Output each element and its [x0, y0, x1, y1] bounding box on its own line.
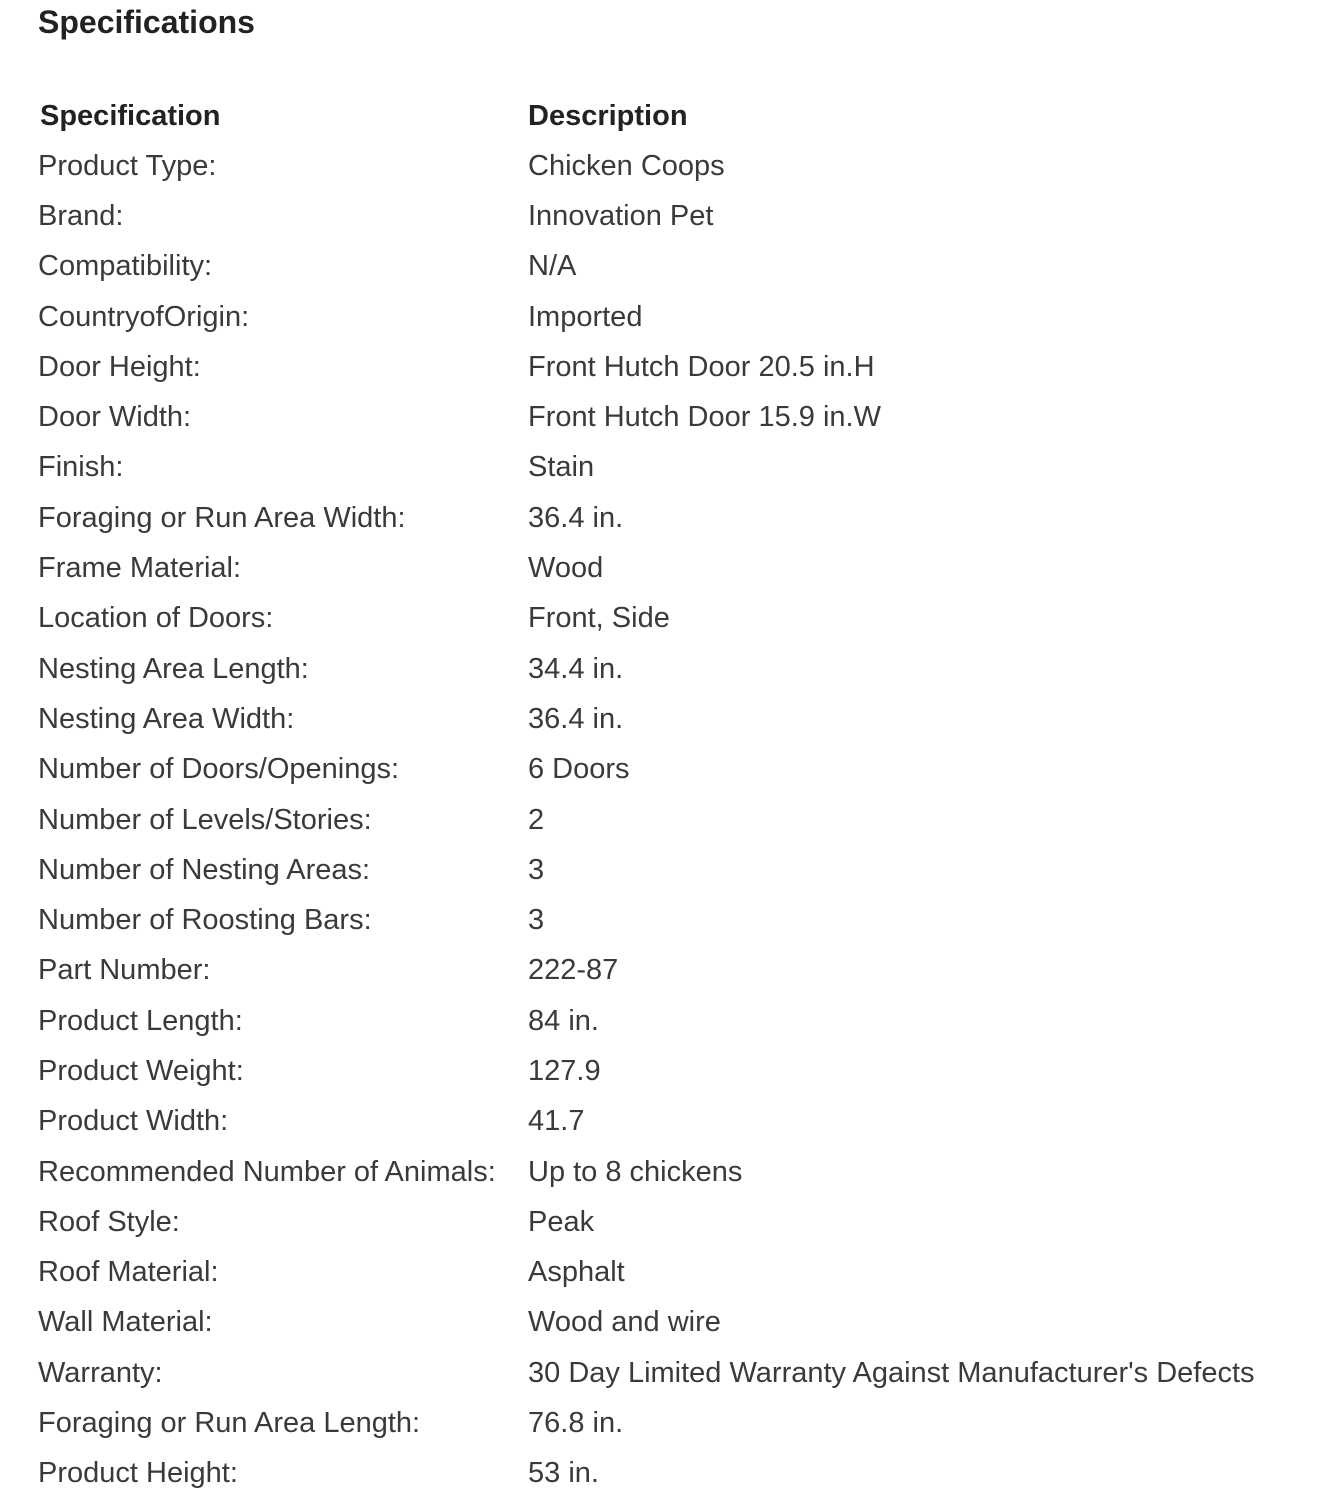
spec-value: Innovation Pet [528, 199, 714, 232]
table-row [38, 392, 1255, 442]
spec-label: Number of Doors/Openings: [38, 753, 400, 786]
spec-label: Roof Material: [38, 1256, 219, 1289]
table-row [38, 946, 1255, 996]
spec-label: Door Height: [38, 350, 201, 383]
column-header-specification: Specification [40, 99, 221, 132]
spec-value: Wood [528, 552, 604, 585]
spec-label: Number of Levels/Stories: [38, 803, 372, 836]
table-row [38, 1248, 1255, 1298]
spec-value: 76.8 in. [528, 1407, 624, 1440]
table-row [38, 1197, 1255, 1247]
spec-value: Stain [528, 451, 595, 484]
spec-label: CountryofOrigin: [38, 300, 250, 333]
table-row [38, 141, 1255, 191]
spec-label: Nesting Area Width: [38, 702, 295, 735]
spec-label: Nesting Area Length: [38, 652, 309, 685]
table-row [38, 1046, 1255, 1096]
table-row [38, 292, 1255, 342]
spec-value: 36.4 in. [528, 501, 624, 534]
table-row [38, 242, 1255, 292]
spec-value: Front, Side [528, 602, 670, 635]
spec-value: Wood and wire [528, 1306, 721, 1339]
spec-value: 222-87 [528, 954, 619, 987]
table-row [38, 443, 1255, 493]
spec-label: Product Length: [38, 1004, 243, 1037]
page-title: Specifications [38, 4, 255, 40]
spec-value: 36.4 in. [528, 702, 624, 735]
table-body [38, 141, 1255, 1499]
table-row [38, 493, 1255, 543]
table-row [38, 795, 1255, 845]
spec-value: Peak [528, 1205, 595, 1238]
spec-value: N/A [528, 250, 577, 283]
spec-label: Brand: [38, 199, 124, 232]
spec-value: Front Hutch Door 20.5 in.H [528, 350, 875, 383]
table-row [38, 1398, 1255, 1448]
table-row [38, 644, 1255, 694]
spec-label: Number of Nesting Areas: [38, 853, 371, 886]
spec-value: Asphalt [528, 1256, 625, 1289]
spec-value: Imported [528, 300, 643, 333]
spec-label: Location of Doors: [38, 602, 274, 635]
table-row [38, 694, 1255, 744]
table-row [38, 1147, 1255, 1197]
spec-value: 34.4 in. [528, 652, 624, 685]
spec-value: 3 [528, 904, 545, 937]
table-row [38, 342, 1255, 392]
spec-label: Finish: [38, 451, 124, 484]
spec-value: 3 [528, 853, 545, 886]
table-row [38, 1298, 1255, 1348]
spec-value: 30 Day Limited Warranty Against Manufacturer's Defects [528, 1356, 1255, 1389]
spec-label: Recommended Number of Animals: [38, 1155, 496, 1188]
spec-label: Warranty: [38, 1356, 163, 1389]
spec-label: Frame Material: [38, 552, 242, 585]
spec-label: Foraging or Run Area Length: [38, 1407, 421, 1440]
table-row [38, 594, 1255, 644]
spec-label: Roof Style: [38, 1205, 180, 1238]
spec-value: Chicken Coops [528, 149, 725, 182]
table-row [38, 996, 1255, 1046]
spec-label: Wall Material: [38, 1306, 213, 1339]
spec-value: 6 Doors [528, 753, 630, 786]
spec-value: 84 in. [528, 1004, 599, 1037]
table-row [38, 895, 1255, 945]
table-header [38, 91, 1255, 141]
table-row [38, 1097, 1255, 1147]
specifications-table [38, 91, 1255, 1499]
spec-label: Product Type: [38, 149, 217, 182]
spec-value: 53 in. [528, 1457, 599, 1490]
table-row [38, 1348, 1255, 1398]
spec-value: 2 [528, 803, 545, 836]
spec-value: Front Hutch Door 15.9 in.W [528, 401, 881, 434]
column-header-description: Description [528, 99, 688, 132]
spec-label: Door Width: [38, 401, 192, 434]
spec-label: Product Height: [38, 1457, 238, 1490]
table-row [38, 191, 1255, 241]
table-header-row [38, 91, 1255, 141]
table-row [38, 845, 1255, 895]
spec-value: 127.9 [528, 1054, 601, 1087]
table-row [38, 543, 1255, 593]
table-row [38, 1449, 1255, 1499]
spec-label: Product Weight: [38, 1054, 244, 1087]
spec-label: Compatibility: [38, 250, 213, 283]
spec-label: Part Number: [38, 954, 211, 987]
spec-label: Number of Roosting Bars: [38, 904, 372, 937]
spec-value: 41.7 [528, 1105, 585, 1138]
spec-label: Foraging or Run Area Width: [38, 501, 406, 534]
spec-value: Up to 8 chickens [528, 1155, 743, 1188]
spec-label: Product Width: [38, 1105, 229, 1138]
table-row [38, 745, 1255, 795]
